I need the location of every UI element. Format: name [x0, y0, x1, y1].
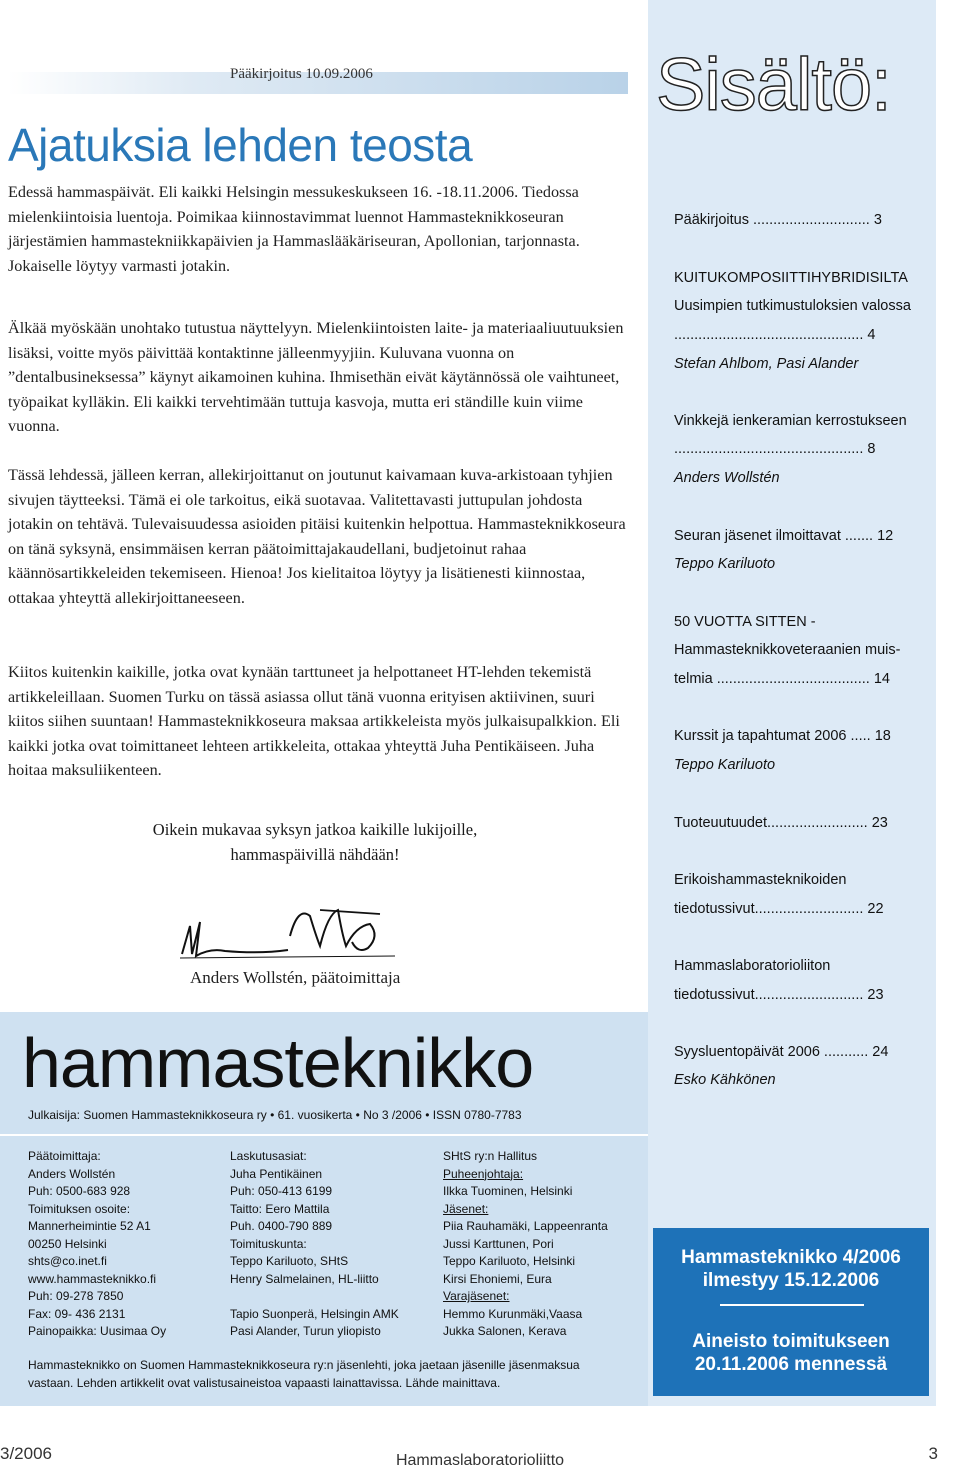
editorial-paragraph: Älkää myöskään unohtako tutustua näyttelyyn. Mielenkiintoisten laite- ja materiaaliuutuuksien lisäksi, voitte myös päivittää kontaktinne jälleenmyyjiin. Kuluvana vuonna on ”dentalbusineksessa” käynyt aikamoinen kuhina. Ihmisethän eivät käytännössä ole vaihtuneet, työpaikat kylläkin. Eli kaikki tervehtimään tuttuja kasvoja, mutta eri ständille kuin viime vuonna.	[8, 319, 624, 435]
toc-author: Esko Kähkönen	[674, 1072, 776, 1088]
staff-line: Puh: 0500-683 928	[28, 1184, 131, 1198]
footer-page-number: 3	[928, 1444, 938, 1463]
staff-line: Anders Wollstén	[28, 1166, 116, 1181]
toc-author: Teppo Kariluoto	[674, 757, 776, 773]
toc-item: Uusimpien tutkimustuloksien valossa	[674, 298, 911, 314]
toc-item: tiedotussivut........................... 22	[674, 901, 884, 917]
editorial-paragraph: Kiitos kuitenkin kaikille, jotka ovat kynään tarttuneet ja helpottaneet HT-lehden tekemistä artikkeleillaan. Suomen Turku on tässä asiassa ollut tänä vuonna erityisen aktiivinen, suuri kiitos siihen suuntaan! Hammasteknikkoseura maksaa artikkeleista myös julkaisupalkkion. Eli kaikki jotka ovat toimittaneet lehteen artikkeleita, ottakaa yhteyttä Juha Pentikäiseen. Juha hoitaa maksuliikenteen.	[8, 663, 620, 779]
toc-item: Seuran jäsenet ilmoittavat ....... 12	[674, 528, 894, 544]
footer-issue: 3/2006	[0, 1444, 52, 1463]
toc-author: Anders Wollstén	[674, 470, 780, 486]
staff-line: Taitto: Eero Mattila	[230, 1201, 330, 1216]
staff-line: Ilkka Tuominen, Helsinki	[443, 1184, 573, 1198]
staff-line: Toimituskunta:	[230, 1236, 307, 1251]
staff-line: Juha Pentikäinen	[230, 1166, 323, 1181]
next-issue-date: ilmestyy 15.12.2006	[702, 1270, 880, 1291]
staff-line: Teppo Kariluoto, Helsinki	[443, 1254, 576, 1268]
footer-section: Hammaslaboratorioliitto	[395, 1452, 565, 1469]
staff-heading: Varajäsenet:	[443, 1289, 510, 1303]
signature-image	[170, 896, 400, 966]
toc-item: Kurssit ja tapahtumat 2006 ..... 18	[674, 728, 891, 744]
magazine-logo: hammasteknikko	[22, 1024, 534, 1102]
staff-line: Tapio Suonperä, Helsingin AMK	[230, 1306, 399, 1321]
staff-line: Pasi Alander, Turun yliopisto	[230, 1324, 381, 1338]
editorial-paragraph: Tässä lehdessä, jälleen kerran, allekirjoittanut on joutunut kaivamaan kuva-arkistoaan tyhjien sivujen täytteeksi. Tämä ei ole tarkoitus, eikä suotavaa. Valitettavasti juttupulan johdosta jotakin on tehtävä. Tulevaisuudessa asioiden pitäisi kuitenkin helpottua. Hammasteknikkoseura on tänä syksynä, ensimmäisen kerran päätoimittajakaudellani, budjetoinut rahaa käännösartikkeleiden tekemiseen. Hienoa! Jos kielitaitoa löytyy ja lisätienesti kiinnostaa, ottakaa yhteyttä allekirjoittaneeseen.	[8, 466, 626, 607]
toc-item: Hammasteknikkoveteraanien muis-	[674, 642, 901, 658]
toc-item: Vinkkejä ienkeramian kerrostukseen	[674, 413, 907, 429]
toc-author: Stefan Ahlbom, Pasi Alander	[674, 356, 859, 372]
staff-line: Fax: 09- 436 2131	[28, 1306, 126, 1321]
toc-item: ............................................... 8	[674, 441, 876, 457]
staff-line: www.hammasteknikko.fi	[28, 1271, 157, 1286]
masthead-divider	[0, 1134, 648, 1136]
editorial-closing	[0, 818, 630, 867]
next-issue-text	[653, 1246, 929, 1292]
publisher-info: Julkaisija: Suomen Hammasteknikkoseura ry • 61. vuosikerta • No 3 /2006 • ISSN 0780-7783	[28, 1108, 522, 1122]
staff-column-board	[443, 1148, 608, 1341]
staff-column-editorial	[28, 1148, 166, 1341]
toc-item: Syysluentopäivät 2006 ........... 24	[674, 1044, 889, 1060]
toc-panel	[648, 0, 936, 1406]
staff-line: Teppo Kariluoto, SHtS	[230, 1254, 349, 1268]
toc-heading: Sisältö:	[656, 43, 891, 126]
editorial-signer: Anders Wollstén, päätoimittaja	[190, 968, 401, 987]
staff-line: Puh: 09-278 7850	[28, 1289, 124, 1303]
toc-item: 50 VUOTTA SITTEN -	[674, 614, 816, 630]
staff-line: Mannerheimintie 52 A1	[28, 1219, 151, 1233]
toc-author: Teppo Kariluoto	[674, 556, 776, 572]
masthead-footnote: Hammasteknikko on Suomen Hammasteknikkoseura ry:n jäsenlehti, joka jaetaan jäsenille jäsenmaksua vastaan. Lehden artikkelit ovat valistusaineistoa vapaasti lainattavissa. Lähde mainittava.	[28, 1358, 580, 1390]
editorial-date: Pääkirjoitus 10.09.2006	[230, 66, 373, 82]
staff-line: Piia Rauhamäki, Lappeenranta	[443, 1219, 608, 1233]
closing-line: hammaspäivillä nähdään!	[230, 844, 400, 864]
toc-item: tiedotussivut........................... 23	[674, 987, 884, 1003]
editorial-title: Ajatuksia lehden teosta	[8, 119, 473, 171]
staff-line: 00250 Helsinki	[28, 1236, 107, 1251]
toc-item: KUITUKOMPOSIITTIHYBRIDISILTA	[674, 270, 908, 286]
staff-line: Kirsi Ehoniemi, Eura	[443, 1271, 552, 1286]
editorial-paragraph: Edessä hammaspäivät. Eli kaikki Helsingin messukeskukseen 16. -18.11.2006. Tiedossa mielenkiintoisia luentoja. Poimikaa kiinnostavimmat luennot Hammasteknikkoseuran järjestämien hammastekniikkapäivien ja Hammaslääkäriseuran, Apollonian, tarjonnasta. Jokaiselle löytyy varmasti jotakin.	[8, 183, 580, 275]
staff-line: Toimituksen osoite:	[28, 1201, 131, 1216]
staff-line: Jukka Salonen, Kerava	[443, 1324, 567, 1338]
deadline-line: Aineisto toimitukseen	[692, 1331, 890, 1352]
staff-line: Päätoimittaja:	[28, 1149, 101, 1163]
staff-line: Hemmo Kurunmäki,Vaasa	[443, 1306, 583, 1321]
staff-line: SHtS ry:n Hallitus	[443, 1149, 538, 1163]
staff-line: Jussi Karttunen, Pori	[443, 1236, 554, 1251]
staff-line: Laskutusasiat:	[230, 1149, 307, 1163]
next-issue-line: Hammasteknikko 4/2006	[681, 1247, 901, 1268]
deadline-text	[653, 1330, 929, 1376]
toc-item: ............................................... 4	[674, 327, 876, 343]
closing-line: Oikein mukavaa syksyn jatkoa kaikille lukijoille,	[152, 820, 478, 839]
toc-item: Hammaslaboratorioliiton	[674, 958, 831, 974]
staff-line: Puh: 050-413 6199	[230, 1184, 333, 1198]
staff-column-billing	[230, 1148, 399, 1341]
staff-line: Puh. 0400-790 889	[230, 1219, 333, 1233]
staff-line: shts@co.inet.fi	[28, 1254, 107, 1268]
staff-line: Painopaikka: Uusimaa Oy	[28, 1324, 167, 1338]
staff-heading: Puheenjohtaja:	[443, 1166, 524, 1181]
toc-item: Erikoishammasteknikoiden	[674, 872, 847, 888]
next-issue-divider	[720, 1304, 864, 1306]
staff-heading: Jäsenet:	[443, 1201, 489, 1216]
toc-item: Pääkirjoitus ............................. 3	[674, 212, 882, 228]
toc-item: telmia ...................................... 14	[674, 671, 890, 687]
deadline-date: 20.11.2006 mennessä	[694, 1354, 888, 1375]
toc-item: Tuoteuutuudet......................... 23	[674, 815, 888, 831]
staff-line	[230, 1288, 399, 1306]
staff-line: Henry Salmelainen, HL-liitto	[230, 1271, 379, 1286]
